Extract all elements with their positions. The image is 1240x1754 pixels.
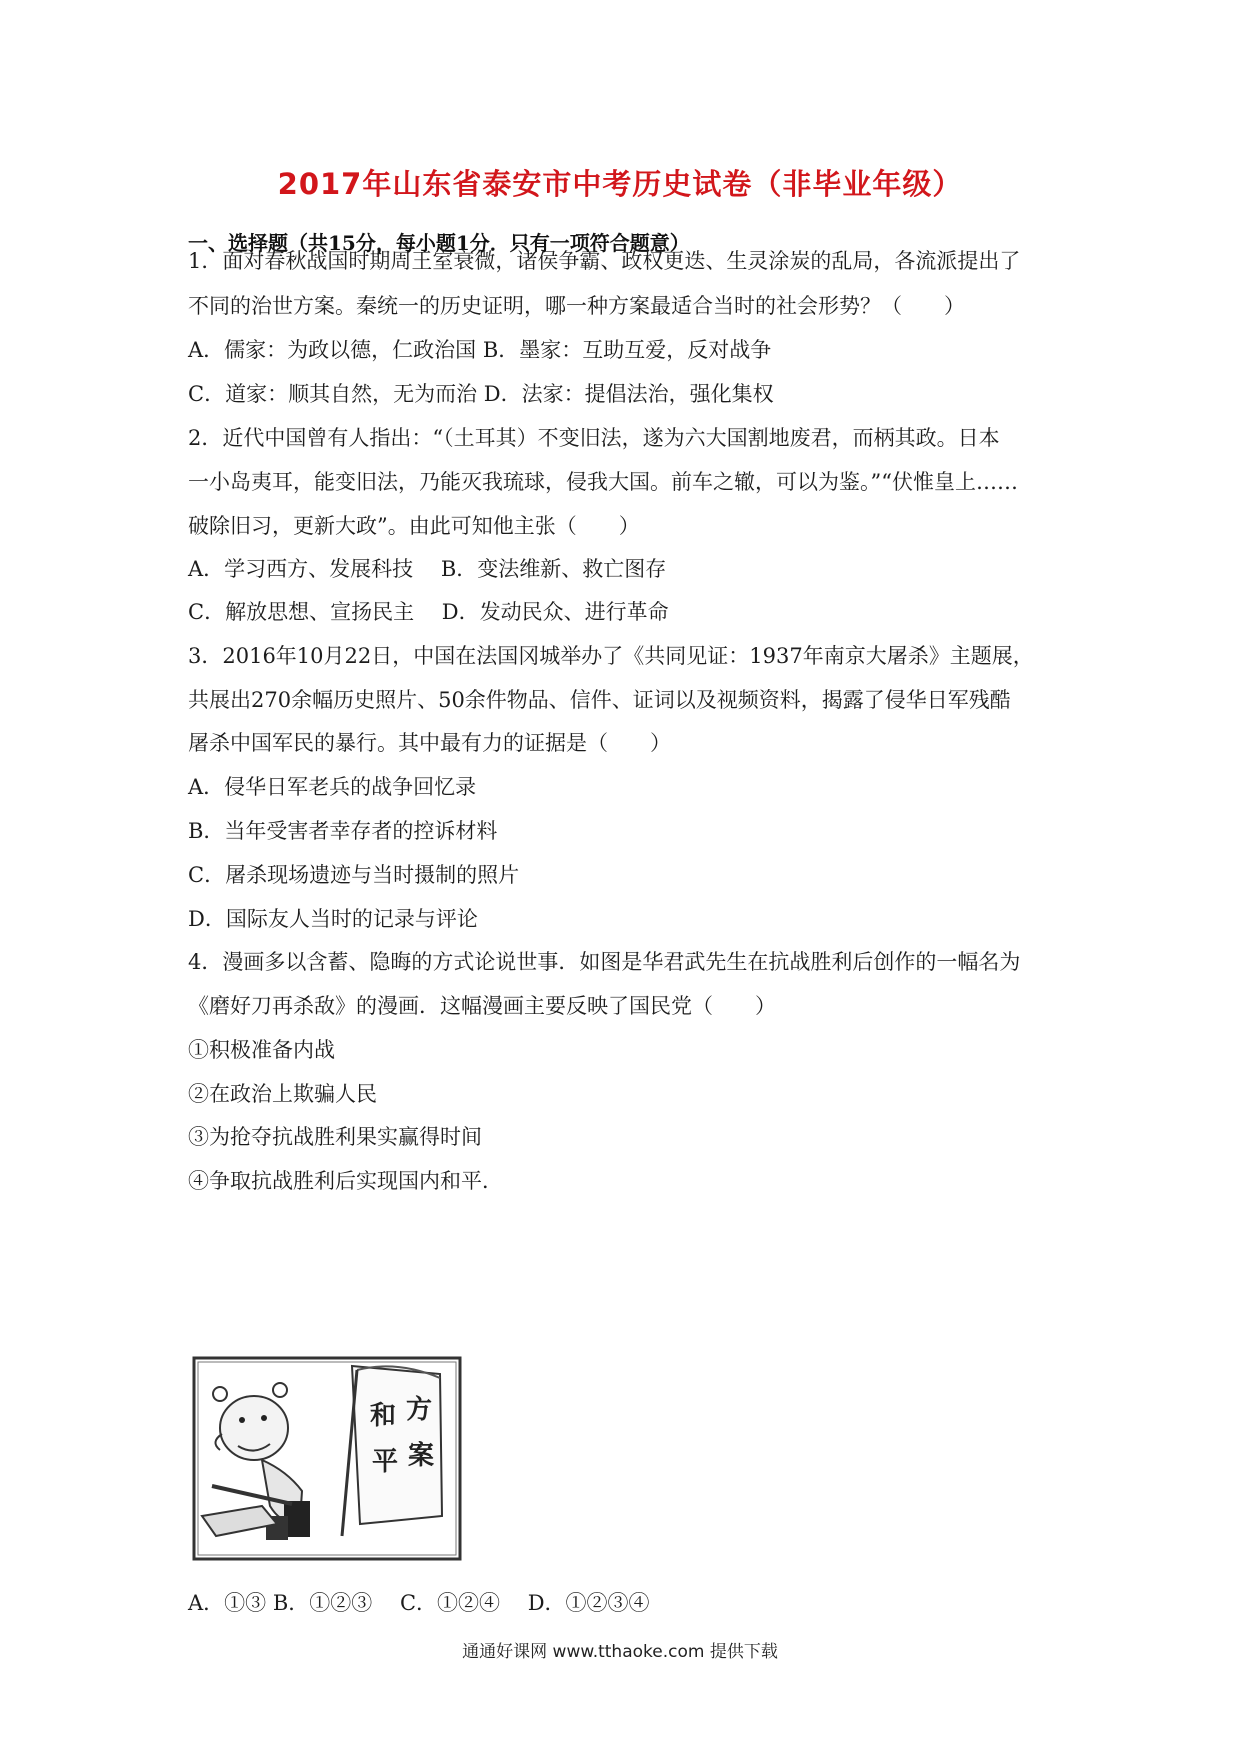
statement-line: ②在政治上欺骗人民 bbox=[188, 1082, 377, 1106]
cartoon-char: 平 bbox=[372, 1447, 399, 1477]
question-line: 4．漫画多以含蓄、隐晦的方式论说世事．如图是华君武先生在抗战胜利后创作的一幅名为 bbox=[188, 950, 1021, 974]
cartoon-image bbox=[192, 1356, 462, 1561]
option-line: D．国际友人当时的记录与评论 bbox=[188, 907, 478, 931]
statement-line: ①积极准备内战 bbox=[188, 1038, 335, 1062]
question-line: 《磨好刀再杀敌》的漫画．这幅漫画主要反映了国民党（ ） bbox=[188, 994, 776, 1018]
option-line: A．学习西方、发展科技 B．变法维新、救亡图存 bbox=[188, 557, 667, 581]
answer-options: A．①③ B．①②③ C．①②④ D．①②③④ bbox=[188, 1591, 650, 1615]
cartoon-char: 案 bbox=[408, 1441, 435, 1471]
option-line: C．屠杀现场遗迹与当时摄制的照片 bbox=[188, 863, 520, 887]
option-line: C．道家：顺其自然，无为而治 D．法家：提倡法治，强化集权 bbox=[188, 382, 774, 406]
statement-line: ③为抢夺抗战胜利果实赢得时间 bbox=[188, 1125, 482, 1149]
cartoon-char: 和 bbox=[370, 1401, 397, 1431]
question-line: 破除旧习，更新大政”。由此可知他主张（ ） bbox=[188, 514, 640, 538]
cartoon-char: 方 bbox=[406, 1395, 433, 1425]
option-line: B．当年受害者幸存者的控诉材料 bbox=[188, 819, 498, 843]
option-line: A．侵华日军老兵的战争回忆录 bbox=[188, 775, 477, 799]
question-line: 屠杀中国军民的暴行。其中最有力的证据是（ ） bbox=[188, 731, 671, 755]
question-line: 2．近代中国曾有人指出：“（土耳其）不变旧法，遂为六大国割地废君，而柄其政。日本 bbox=[188, 426, 1000, 450]
footer-text: 通通好课网 www.tthaoke.com 提供下载 bbox=[462, 1642, 778, 1662]
question-line: 不同的治世方案。秦统一的历史证明，哪一种方案最适合当时的社会形势？（ ） bbox=[188, 294, 965, 318]
exam-title: 2017年山东省泰安市中考历史试卷（非毕业年级） bbox=[277, 167, 963, 201]
question-line: 1．面对春秋战国时期周王室衰微，诸侯争霸、政权更迭、生灵涂炭的乱局，各流派提出了 bbox=[188, 249, 1021, 273]
option-line: A．儒家：为政以德，仁政治国 B．墨家：互助互爱，反对战争 bbox=[188, 338, 772, 362]
section-heading: 一、选择题（共15分，每小题1分．只有一项符合题意） bbox=[188, 231, 690, 255]
question-line: 一小岛夷耳，能变旧法，乃能灭我琉球，侵我大国。前车之辙，可以为鉴。”“伏惟皇上…… bbox=[188, 470, 1018, 494]
statement-line: ④争取抗战胜利后实现国内和平． bbox=[188, 1169, 503, 1193]
question-line: 3．2016年10月22日，中国在法国冈城举办了《共同见证：1937年南京大屠杀》主题展， bbox=[188, 644, 1034, 668]
option-line: C．解放思想、宣扬民主 D．发动民众、进行革命 bbox=[188, 600, 669, 624]
question-line: 共展出270余幅历史照片、50余件物品、信件、证词以及视频资料，揭露了侵华日军残酷 bbox=[188, 688, 1011, 712]
